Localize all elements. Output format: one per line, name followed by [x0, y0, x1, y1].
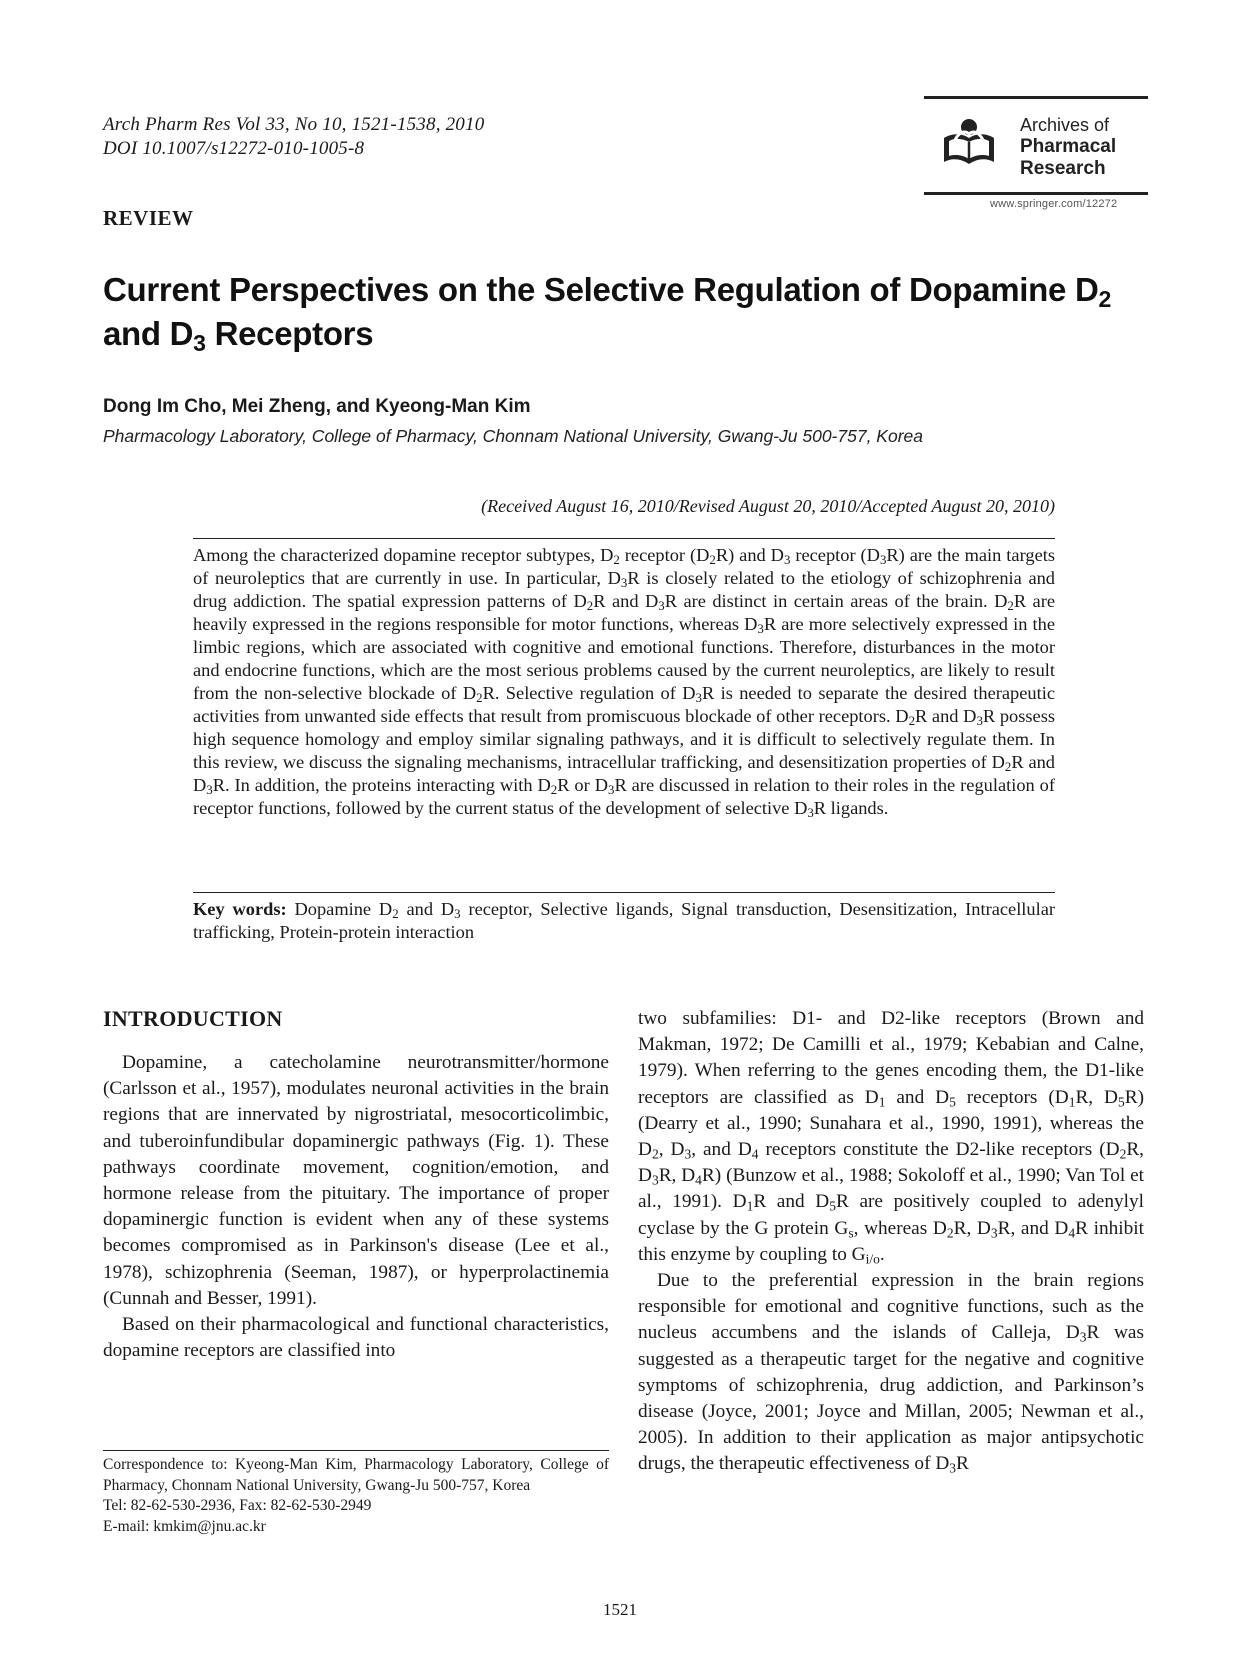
intro-paragraph-2: Based on their pharmacological and functional characteristics, dopamine receptors are classified into [103, 1314, 609, 1362]
citation-volume: Arch Pharm Res Vol 33, No 10, 1521-1538, 2010 [103, 114, 485, 135]
journal-name-line1: Archives of [1020, 115, 1110, 135]
received-dates: (Received August 16, 2010/Revised August 20, 2010/Accepted August 20, 2010) [481, 496, 1055, 516]
citation-doi: DOI 10.1007/s12272-010-1005-8 [103, 138, 365, 159]
journal-logo-icon [938, 114, 1000, 176]
footnote-phone-fax: Tel: 82-62-530-2936, Fax: 82-62-530-2949 [103, 1497, 372, 1514]
section-heading-introduction: INTRODUCTION [103, 1006, 283, 1031]
page-number: 1521 [603, 1600, 637, 1619]
intro-paragraph-1: Dopamine, a catecholamine neurotransmitter/hormone (Carlsson et al., 1957), modulates neuronal activities in the brain regions that are innervated by nigrostriatal, mesocorticolimbic, and tuberoinfundibular dopaminergic pathways (Fig. 1). These pathways coordinate movement, cognition/emotion, and hormone release from the pituitary. The importance of proper dopaminergic function is evident when any of these systems becomes compromised as in Parkinson's disease (Lee et al., 1978), schizophrenia (Seeman, 1987), or hyperprolactinemia (Cunnah and Besser, 1991). [103, 1052, 609, 1309]
section-label: REVIEW [103, 206, 194, 230]
abstract-text: Among the characterized dopamine receptor subtypes, $D_2$ receptor $(D_2R)$ and $D_3$ receptor $(D_3R)$ are the main targets of neuroleptics that are currently in use. In particular, $D_3R$ is closely related to the etiology of schizophrenia and drug addiction. The spatial expression patterns of $D_2R$ and $D_3R$ are distinct in certain areas of the brain. $D_2R$ are heavily expressed in the regions responsible for motor functions, whereas $D_3R$ are more selectively expressed in the limbic regions, which are associated with cognitive and emotional functions. Therefore, disturbances in the motor and endocrine functions, which are the most serious problems caused by the current neuroleptics, are likely to result from the non-selective blockade of $D_2R$. Selective regulation of $D_3R$ is needed to separate the desired therapeutic activities from unwanted side effects that result from promiscuous blockade of other receptors. $D_2R$ and $D_3R$ possess high sequence homology and employ similar signaling pathways, and it is difficult to selectively regulate them. In this review, we discuss the signaling mechanisms, intracellular trafficking, and desensitization properties of $D_2R$ and $D_3R$. In addition, the proteins interacting with $D_2R$ or $D_3R$ are discussed in relation to their roles in the regulation of receptor functions, followed by the current status of the development of selective $D_3R$ ligands. [193, 545, 1056, 821]
footnote-correspondence: Correspondence to: Kyeong-Man Kim, Pharmacology Laboratory, College of Pharmacy, Chonnam National University, Gwang-Ju 500-757, Korea [103, 1456, 609, 1494]
body-column-left [103, 1006, 609, 1364]
logo-top-rule [924, 96, 1148, 99]
author-affiliation: Pharmacology Laboratory, College of Pharmacy, Chonnam National University, Gwang-Ju 500-757, Korea [103, 426, 923, 446]
intro-paragraph-4: Due to the preferential expression in the brain regions responsible for emotional and cognitive functions, such as the nucleus accumbens and the islands of Calleja, $D_3R$ was suggested as a therapeutic target for the negative and cognitive symptoms of schizophrenia, drug addiction, and Parkinson’s disease (Joyce, 2001; Joyce and Millan, 2005; Newman et al., 2005). In addition to their application as major antipsychotic drugs, the therapeutic effectiveness of $D_3R$ [638, 1270, 1144, 1476]
journal-name-line3: Research [1020, 158, 1106, 179]
correspondence-footnote [103, 1455, 609, 1537]
journal-url[interactable]: www.springer.com/12272 [990, 198, 1118, 210]
journal-name-line2: Pharmacal [1020, 136, 1117, 157]
intro-paragraph-3: two subfamilies: D1- and D2-like receptors (Brown and Makman, 1972; De Camilli et al., 1979; Kebabian and Calne, 1979). When referring to the genes encoding them, the D1-like receptors are classified as $D_1$ and $D_5$ receptors ($D_1R$, $D_5R$) (Dearry et al., 1990; Sunahara et al., 1990, 1991), whereas the $D_2$, $D_3$, and $D_4$ receptors constitute the D2-like receptors ($D_2R$, $D_3R$, $D_4R$) (Bunzow et al., 1988; Sokoloff et al., 1990; Van Tol et al., 1991). $D_1R$ and $D_5R$ are positively coupled to adenylyl cyclase by the G protein $G_s$, whereas $D_2R$, $D_3R$, and $D_4R$ inhibit this enzyme by coupling to $G_{i/o}$. [638, 1008, 1144, 1267]
author-list: Dong Im Cho, Mei Zheng, and Kyeong-Man Kim [103, 396, 531, 417]
body-column-right [638, 1006, 1144, 1478]
footnote-email[interactable]: E-mail: kmkim@jnu.ac.kr [103, 1517, 266, 1535]
keywords-label: Key words: [193, 899, 287, 919]
journal-logo [924, 96, 1148, 214]
keywords: Key words: Dopamine $D_2$ and $D_3$ receptor, Selective ligands, Signal transduction, Desensitization, Intracellular trafficking, Protein-protein interaction [193, 899, 1056, 942]
journal-citation [103, 113, 484, 161]
footnote-rule [103, 1450, 609, 1451]
journal-name [1020, 114, 1116, 180]
logo-bottom-rule [924, 192, 1148, 195]
article-title: Current Perspectives on the Selective Regulation of Dopamine $D_2$ and $D_3$ Receptors [103, 271, 1112, 356]
abstract-top-rule [193, 538, 1055, 539]
abstract-bottom-rule [193, 892, 1055, 893]
